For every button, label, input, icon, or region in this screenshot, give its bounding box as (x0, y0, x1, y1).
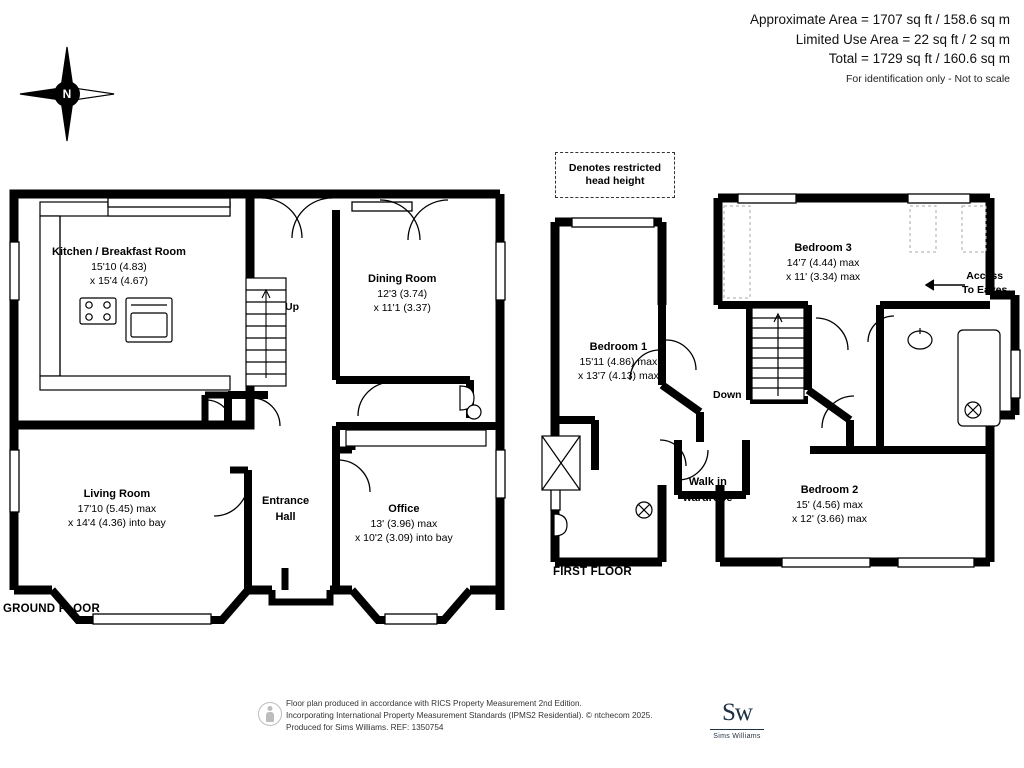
room-name: Entrance (262, 495, 310, 507)
room-name: Living Room (83, 488, 151, 500)
room-name-2: Hall (275, 510, 296, 523)
footer-text (286, 698, 652, 734)
room-dim-1: 17'10 (5.45) max (77, 502, 157, 515)
restricted-head-height-line2: head height (585, 175, 645, 187)
hall-joinery (346, 430, 486, 446)
room-name: Bedroom 2 (800, 484, 859, 496)
sims-williams-logo (706, 694, 768, 752)
room-label-kitchen-breakfast-room (52, 245, 186, 289)
room-name: Office (388, 503, 420, 515)
limited-use-area-text: Limited Use Area = 22 sq ft / 2 sq m (795, 31, 1010, 47)
room-name: Bedroom 1 (589, 341, 648, 353)
compass-icon (18, 45, 116, 143)
disclaimer-text: For identification only - Not to scale (846, 72, 1010, 85)
room-label-bedroom-1 (578, 340, 659, 384)
room-dim-2: x 10'2 (3.09) into bay (355, 531, 453, 544)
footer-line-3: Produced for Sims Williams. REF: 1350754 (286, 722, 444, 732)
first-floor-staircase (752, 308, 804, 400)
footer (258, 698, 778, 753)
room-name: Dining Room (368, 273, 437, 285)
logo-name: Sims Williams (713, 733, 761, 740)
compass-north-label: N (62, 87, 72, 101)
room-dim-2: x 15'4 (4.67) (89, 274, 148, 287)
stairs-down-label: Down (713, 389, 742, 401)
access-to-eaves-line2: To Eaves (962, 283, 1008, 296)
logo-divider (710, 729, 764, 730)
access-to-eaves-line1: Access (966, 270, 1004, 282)
room-label-dining-room (368, 272, 436, 316)
room-dim-2: x 13'7 (4.13) max (578, 369, 659, 382)
ground-floor-plan (0, 150, 520, 650)
ground-floor-label: GROUND FLOOR (3, 603, 100, 615)
room-dim-1: 15'11 (4.86) max (579, 355, 658, 368)
stairs-up-label: Up (285, 301, 299, 313)
room-label-living-room (68, 487, 166, 531)
access-to-eaves-arrow (926, 280, 965, 290)
ground-floor-staircase (246, 278, 286, 386)
logo-mark: Sw (722, 699, 752, 726)
room-label-walk-in-wardrobe (683, 475, 733, 506)
room-name: Walk in (688, 476, 727, 488)
total-area-text: Total = 1729 sq ft / 160.6 sq m (828, 51, 1010, 67)
room-name: Bedroom 3 (794, 242, 852, 254)
room-dim-2: x 11' (3.34) max (786, 270, 861, 283)
room-dim-1: 15'10 (4.83) (91, 260, 147, 273)
accessibility-icon (258, 702, 282, 726)
room-name-2: wardrobe (683, 491, 733, 504)
area-summary (750, 10, 1010, 87)
room-name: Kitchen / Breakfast Room (52, 246, 186, 258)
cloakroom-fittings (460, 386, 481, 419)
room-label-office (355, 502, 453, 546)
compass-rose (18, 45, 116, 143)
room-dim-2: x 14'4 (4.36) into bay (68, 516, 166, 529)
room-label-bedroom-2 (792, 483, 867, 527)
footer-line-1: Floor plan produced in accordance with RICS Property Measurement 2nd Edition. (286, 699, 582, 708)
room-dim-1: 14'7 (4.44) max (786, 256, 860, 269)
room-label-entrance-hall (262, 494, 309, 525)
room-dim-2: x 12' (3.66) max (792, 512, 867, 525)
footer-line-2: Incorporating International Property Measurement Standards (IPMS2 Residential). © ntchecom 2025. (286, 710, 653, 720)
room-dim-1: 15' (4.56) max (796, 498, 863, 511)
room-dim-2: x 11'1 (3.37) (373, 301, 431, 314)
approximate-area-text: Approximate Area = 1707 sq ft / 158.6 sq m (749, 12, 1010, 27)
room-dim-1: 13' (3.96) max (370, 517, 438, 530)
room-dim-1: 12'3 (3.74) (377, 287, 428, 300)
kitchen-units (40, 202, 230, 390)
room-label-bedroom-3 (786, 241, 860, 285)
access-to-eaves-label (962, 270, 1007, 297)
restricted-head-height-line1: Denotes restricted (568, 161, 662, 174)
first-floor-label: FIRST FLOOR (553, 566, 632, 578)
